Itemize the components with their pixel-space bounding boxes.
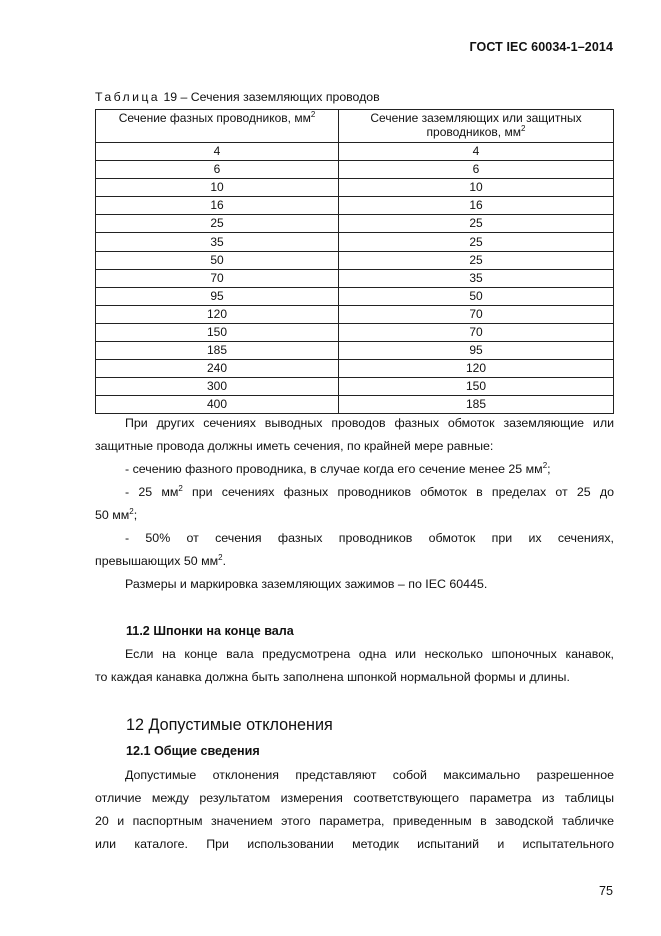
text-line: Размеры и маркировка заземляющих зажимов – по IEC 60445. [125, 577, 488, 591]
cell-phase-section: 35 [96, 233, 339, 251]
list-item-continuation: превышающих 50 $мм^2$. [95, 552, 227, 568]
table-body [96, 143, 614, 414]
table-row [96, 161, 614, 179]
cell-earthing-section: 25 [339, 251, 614, 269]
cell-earthing-section: 120 [339, 360, 614, 378]
cell-phase-section: 300 [96, 378, 339, 396]
cell-earthing-section: 70 [339, 323, 614, 341]
table-row [96, 378, 614, 396]
table-caption [95, 90, 380, 104]
text-line: или каталоге. При использовании методик испытаний и испытательного [95, 837, 614, 851]
paragraph-tolerances [95, 764, 614, 856]
cell-phase-section: 16 [96, 197, 339, 215]
text-line: отличие между результатом измерения соответствующего параметра из таблицы [95, 791, 614, 805]
page-number: 75 [598, 884, 613, 898]
cell-earthing-section: 4 [339, 143, 614, 161]
text-line: При других сечениях выводных проводов фазных обмоток заземляющие или [125, 416, 614, 430]
text-line: Допустимые отклонения представляют собой максимально разрешенное [125, 768, 614, 782]
cell-earthing-section: 25 [339, 233, 614, 251]
paragraph-keys [95, 643, 614, 689]
cell-phase-section: 50 [96, 251, 339, 269]
text-line: защитные провода должны иметь сечения, по крайней мере равные: [95, 439, 494, 453]
table-row [96, 179, 614, 197]
cell-phase-section: 150 [96, 323, 339, 341]
bullet-list [95, 458, 614, 573]
section-heading-12-1: 12.1 Общие сведения [126, 744, 260, 758]
list-item: - сечению фазного проводника, в случае когда его сечение менее 25 $мм^2$; [125, 460, 551, 476]
cell-phase-section: 95 [96, 287, 339, 305]
cell-phase-section: 70 [96, 269, 339, 287]
table-row [96, 269, 614, 287]
cell-earthing-section: 50 [339, 287, 614, 305]
cell-phase-section: 185 [96, 342, 339, 360]
cell-phase-section: 120 [96, 305, 339, 323]
standard-designation: ГОСТ IEC 60034-1–2014 [469, 40, 613, 54]
table-row [96, 251, 614, 269]
cell-phase-section: 10 [96, 179, 339, 197]
cell-earthing-section: 185 [339, 396, 614, 414]
cell-phase-section: 240 [96, 360, 339, 378]
text-line: Если на конце вала предусмотрена одна или несколько шпоночных канавок, [125, 647, 614, 661]
cell-phase-section: 6 [96, 161, 339, 179]
table-caption-text: 19 – Сечения заземляющих проводов [163, 90, 380, 104]
table-header-row [96, 110, 614, 143]
table-row [96, 215, 614, 233]
table-row [96, 233, 614, 251]
table-row [96, 360, 614, 378]
section-heading-12: 12 Допустимые отклонения [126, 716, 333, 734]
cell-earthing-section: 25 [339, 215, 614, 233]
cell-earthing-section: 95 [339, 342, 614, 360]
text-line: 20 и паспортным значением этого параметра, приведенным в заводской табличке [95, 814, 614, 828]
cell-phase-section: 400 [96, 396, 339, 414]
cell-earthing-section: 150 [339, 378, 614, 396]
text-line: то каждая канавка должна быть заполнена шпонкой нормальной формы и длины. [95, 670, 570, 684]
cell-phase-section: 4 [96, 143, 339, 161]
table-row [96, 305, 614, 323]
cell-earthing-section: 6 [339, 161, 614, 179]
table-row [96, 197, 614, 215]
cell-earthing-section: 16 [339, 197, 614, 215]
table-row [96, 143, 614, 161]
table-row [96, 287, 614, 305]
table-caption-label: Таблица [95, 90, 161, 104]
list-item-continuation: 50 $мм^2$; [95, 506, 138, 522]
conductor-section-table [95, 109, 614, 414]
col-header-phase: Сечение фазных проводников, $мм^2$ [96, 110, 339, 143]
cell-earthing-section: 35 [339, 269, 614, 287]
list-item: - 25 $мм^2$ при сечениях фазных проводников обмоток в пределах от 25 до [125, 483, 614, 499]
table-row [96, 342, 614, 360]
cell-phase-section: 25 [96, 215, 339, 233]
table-row [96, 323, 614, 341]
cell-earthing-section: 10 [339, 179, 614, 197]
cell-earthing-section: 70 [339, 305, 614, 323]
section-heading-11-2: 11.2 Шпонки на конце вала [126, 624, 294, 638]
paragraph-other-sections [95, 412, 614, 458]
col-header-earthing: Сечение заземляющих или защитных проводников, $мм^2$ [339, 110, 614, 143]
list-item: - 50% от сечения фазных проводников обмоток при их сечениях, [125, 531, 614, 545]
paragraph-terminals [95, 573, 614, 596]
